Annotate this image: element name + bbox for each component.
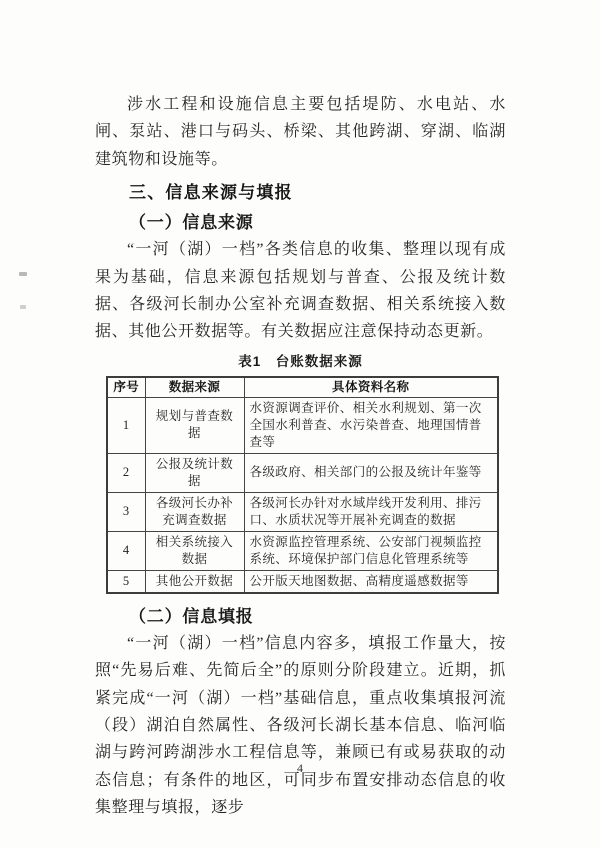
table-row [107,397,498,453]
table-row [107,531,498,570]
table-cell: 水资源调查评价、相关水利规划、第一次全国水利普查、水污染普查、地理国情普查等 [244,397,498,453]
paragraph-info-fill: “一河（湖）一档”信息内容多，填报工作量大，按照“先易后难、先简后全”的原则分阶段建立。近期，抓紧完成“一河（湖）一档”基础信息，重点收集填报河流（段）湖泊自然属性、各级河长湖长基本信息、临河临湖与跨河跨湖涉水工程信息等，兼顾已有或易获取的动态信息；有条件的地区，可同步布置安排动态信息的收集整理与填报，逐步 [95,634,506,817]
table-cell: 公开版天地图数据、高精度遥感数据等 [244,570,498,593]
scan-speck [20,305,26,309]
table-cell: 其他公开数据 [145,570,244,593]
table-caption: 表1 台账数据来源 [238,353,363,369]
table-cell: 各级河长办补充调查数据 [145,492,244,531]
table-cell: 各级河长办针对水域岸线开发利用、排污口、水质状况等开展补充调查的数据 [244,492,498,531]
page-content [95,91,506,822]
table-cell: 规划与普查数据 [145,397,244,453]
table-row [107,492,498,531]
table-row [107,570,498,593]
table-cell: 公报及统计数据 [145,453,244,492]
table-cell: 各级政府、相关部门的公报及统计年鉴等 [244,453,498,492]
subsection-heading-info-source: （一）信息来源 [129,213,254,233]
ledger-data-source-table [106,376,499,594]
table-cell: 5 [107,570,145,593]
table-cell: 2 [107,453,145,492]
table-cell: 3 [107,492,145,531]
paragraph-info-source: “一河（湖）一档”各类信息的收集、整理以现有成果为基础，信息来源包括规划与普查、公报及统计数据、各级河长制办公室补充调查数据、相关系统接入数据、其他公开数据等。有关数据应注意保持动态更新。 [95,241,506,341]
table-cell: 4 [107,531,145,570]
column-header-source: 数据来源 [145,377,244,398]
section-heading: 三、信息来源与填报 [129,183,293,203]
subsection-heading-info-fill: （二）信息填报 [129,606,254,626]
table-row [107,453,498,492]
page-number: 4 [297,761,303,775]
table-cell: 相关系统接入数据 [145,531,244,570]
column-header-index: 序号 [107,377,145,398]
table-cell: 水资源监控管理系统、公安部门视频监控系统、环境保护部门信息化管理系统等 [244,531,498,570]
table-body [107,397,498,593]
table-cell: 1 [107,397,145,453]
scan-speck [19,272,27,276]
paragraph-intro: 涉水工程和设施信息主要包括堤防、水电站、水闸、泵站、港口与码头、桥梁、其他跨湖、穿湖、临湖建筑物和设施等。 [95,96,506,168]
column-header-material: 具体资料名称 [244,377,498,398]
table-header-row [107,377,498,398]
